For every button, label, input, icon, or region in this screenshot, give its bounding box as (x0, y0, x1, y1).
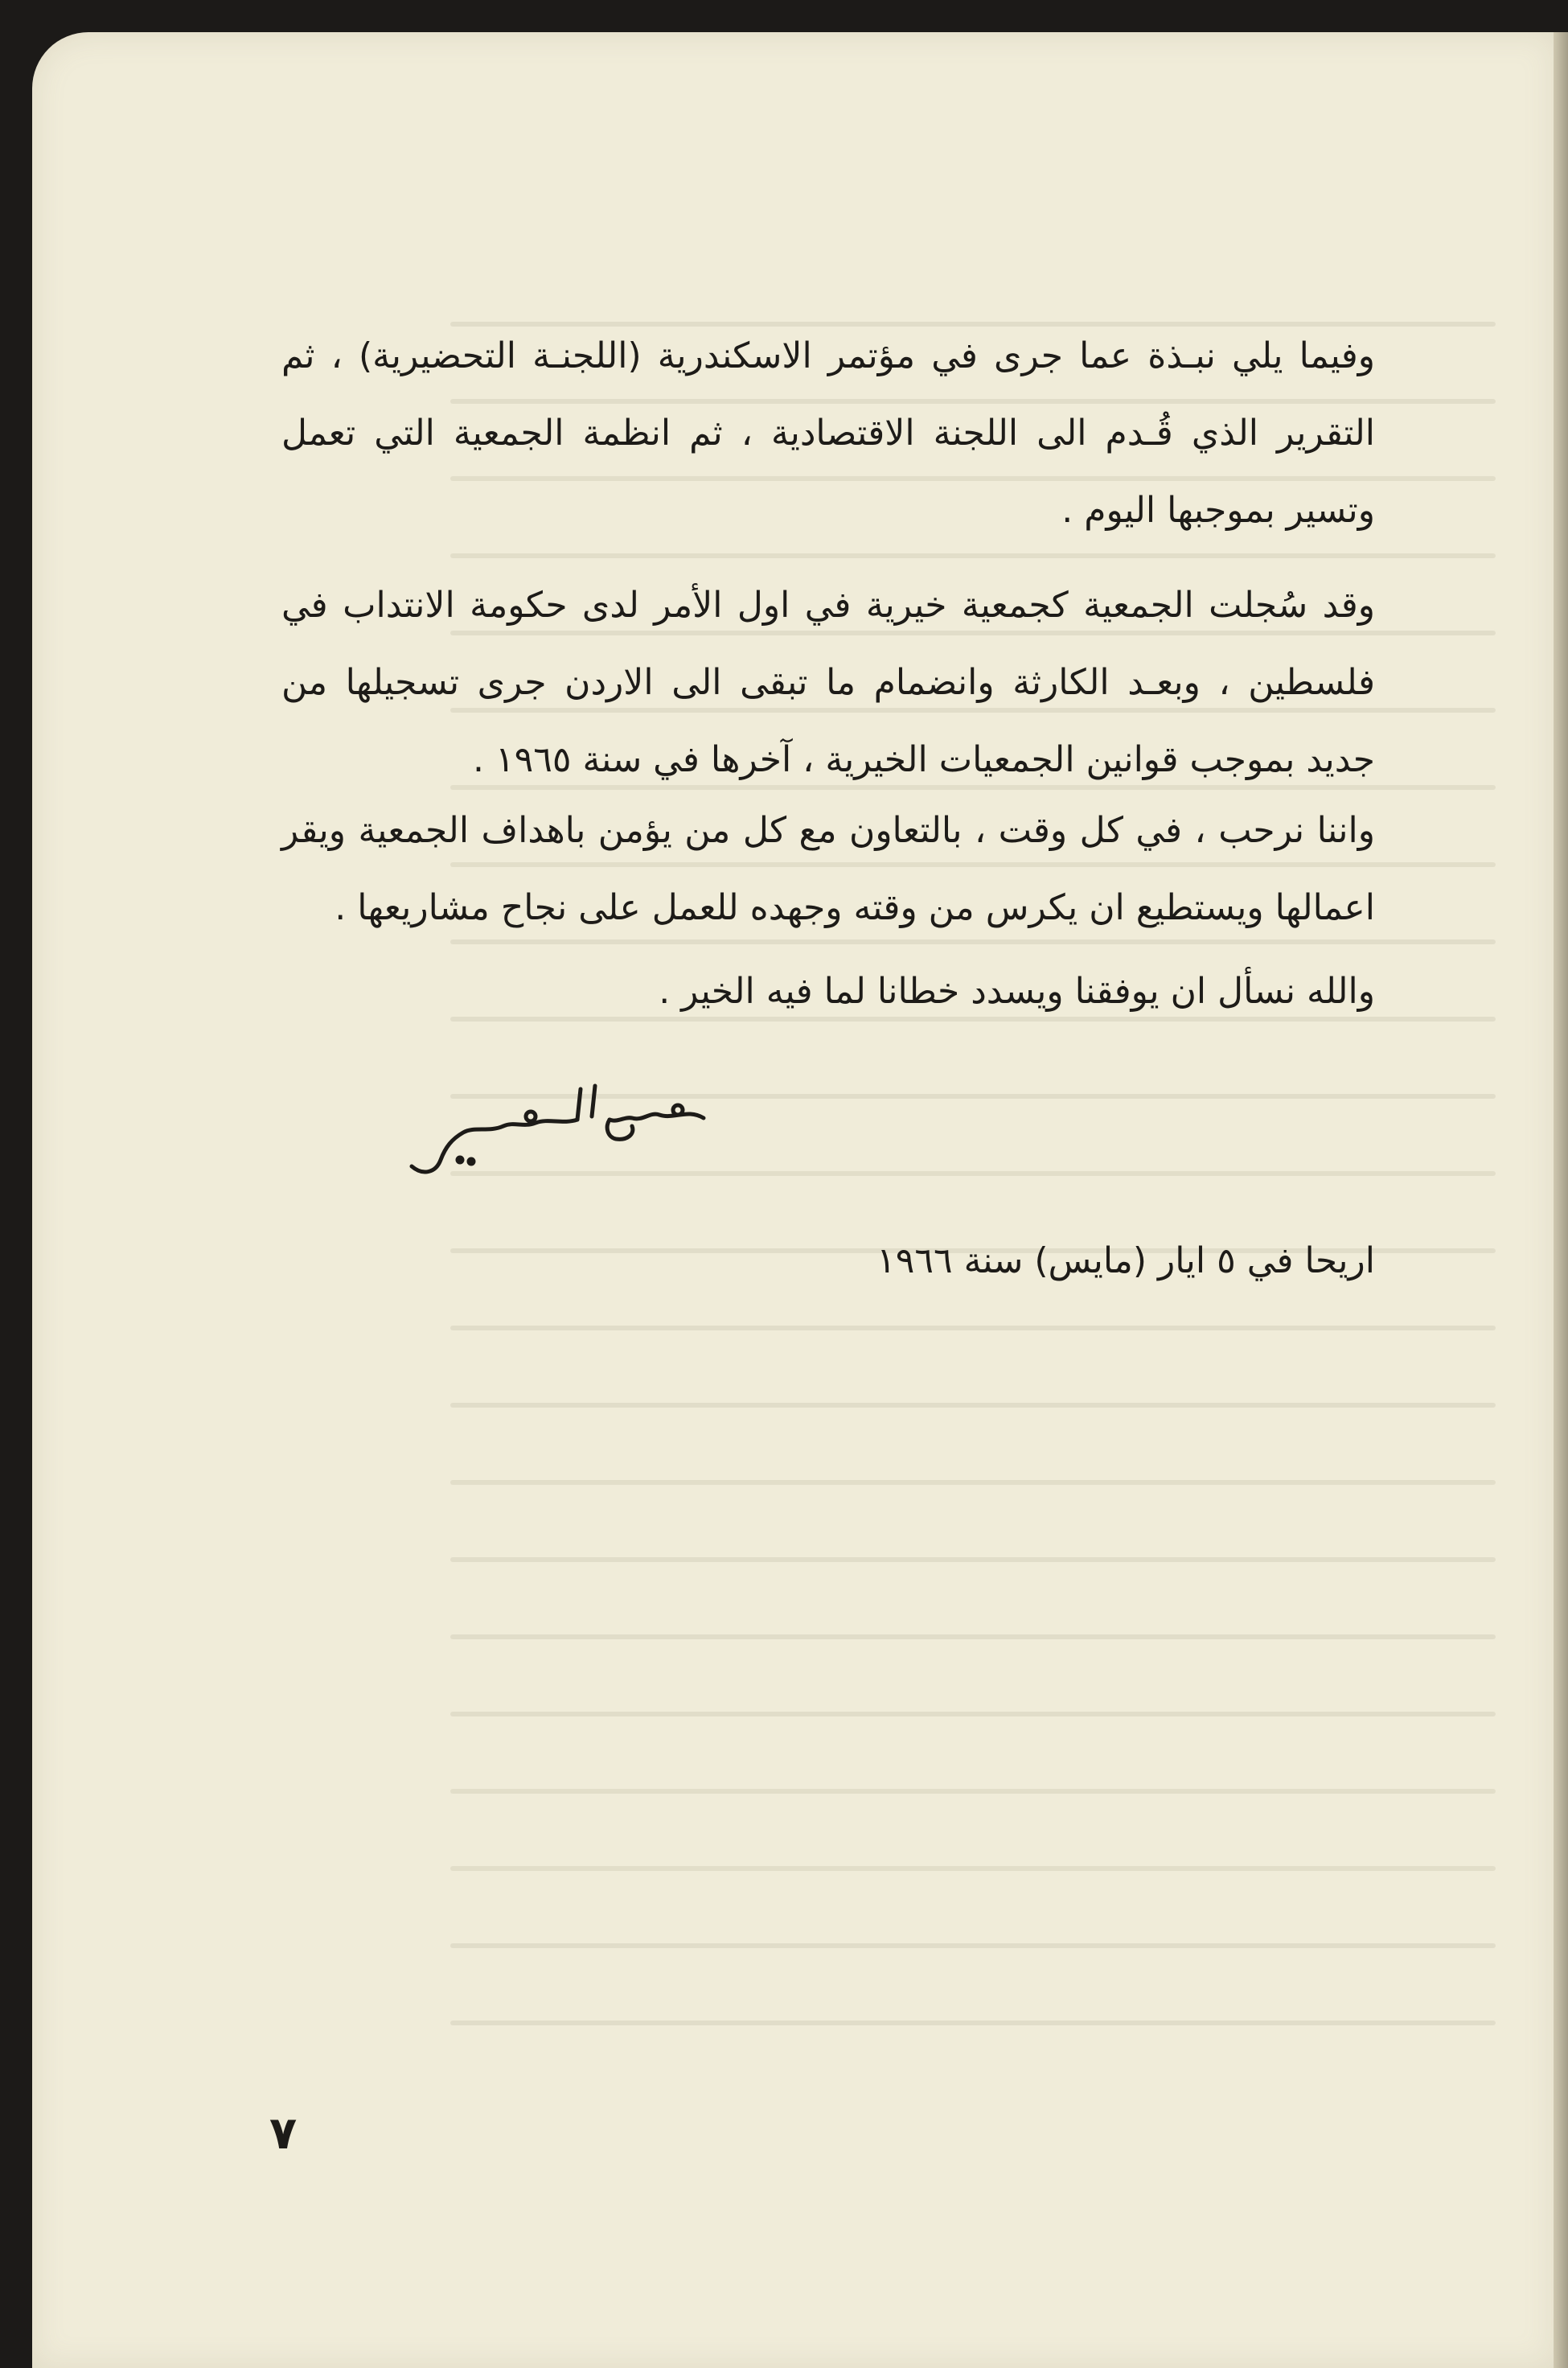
place-and-date: اريحا في ٥ ايار (مايس) سنة ١٩٦٦ (876, 1240, 1375, 1281)
paragraph-registration-history: وقد سُجلت الجمعية كجمعية خيرية في اول الأمر لدى حكومة الانتداب في فلسطين ، وبعـد الكارثة وانضمام ما تبقى الى الاردن جرى تسجيلها من جديد بموجب قوانين الجمعيات الخيرية ، آخرها في سنة ١٩٦٥ . (281, 585, 1375, 780)
paragraph-closing-prayer: والله نسأل ان يوفقنا ويسدد خطانا لما فيه الخير . (659, 971, 1375, 1012)
page-number: ٧ (269, 2107, 298, 2160)
signature-drawing (394, 1070, 716, 1190)
paragraph-conference-summary: وفيما يلي نبـذة عما جرى في مؤتمر الاسكندرية (اللجنـة التحضيرية) ، ثم التقرير الذي قُـدم الى اللجنة الاقتصادية ، ثم انظمة الجمعية التي تعمل وتسير بموجبها اليوم . (281, 335, 1375, 531)
paper-sheet (32, 32, 1556, 2368)
paragraph-cooperation-welcome: واننا نرحب ، في كل وقت ، بالتعاون مع كل من يؤمن باهداف الجمعية ويقر اعمالها ويستطيع ان يكرس من وقته وجهده للعمل على نجاح مشاريعها . (281, 810, 1375, 928)
page-fore-edge (1554, 32, 1568, 2368)
handwritten-signature (394, 1070, 716, 1190)
